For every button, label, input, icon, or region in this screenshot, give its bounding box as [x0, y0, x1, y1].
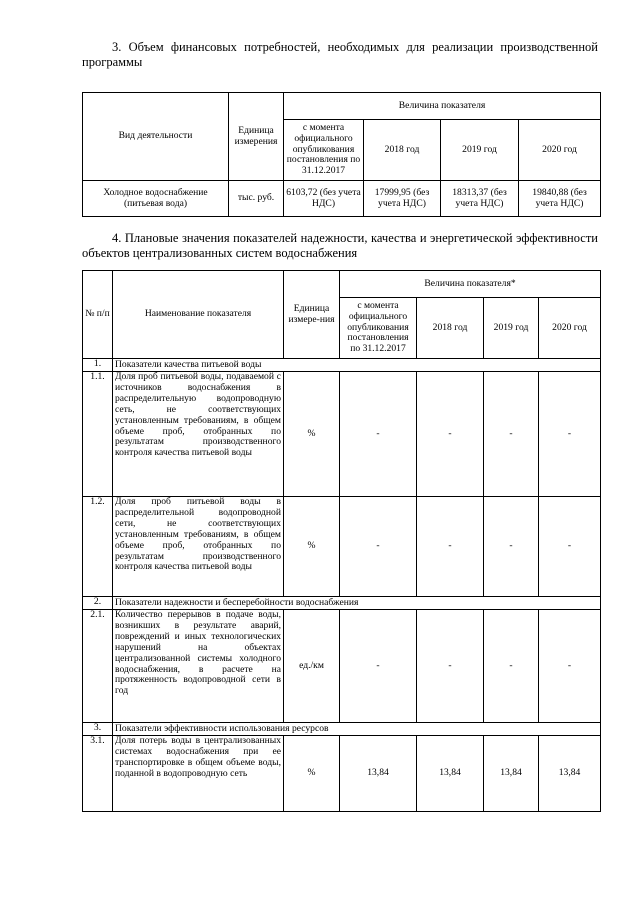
table-row [83, 181, 601, 217]
unit-cell: ед./км [284, 610, 340, 723]
value-2018-cell: - [417, 497, 484, 597]
value-2018-cell: - [417, 372, 484, 497]
col-2018-header: 2018 год [417, 298, 484, 359]
base-value-cell: - [340, 497, 417, 597]
value-2020-cell: - [539, 372, 601, 497]
row-number: 1.1. [83, 372, 113, 497]
col-base-header: с момента официального опубликования постановления по 31.12.2017 [340, 298, 417, 359]
section-3-heading-text: 3. Объем финансовых потребностей, необходимых для реализации производственной программы [82, 40, 598, 69]
table-group-row [83, 723, 601, 736]
section-3-heading [82, 40, 598, 70]
col-2019-header: 2019 год [484, 298, 539, 359]
value-2020-cell: 13,84 [539, 736, 601, 812]
value-2018-cell: - [417, 610, 484, 723]
base-value-cell: 13,84 [340, 736, 417, 812]
col-unit-header: Единица измере-ния [284, 271, 340, 359]
table-group-row [83, 597, 601, 610]
base-value-cell: 6103,72 (без учета НДС) [284, 181, 364, 217]
row-number: 2.1. [83, 610, 113, 723]
col-2019-header: 2019 год [441, 120, 519, 181]
value-2020-cell: - [539, 610, 601, 723]
indicator-name: Доля проб питьевой воды, подаваемой с источников водоснабжения в распределительную водопроводную сеть, не соответствующих установленным требованиям, в общем объеме проб, отобранных по результатам производственного контроля качества питьевой воды [113, 372, 284, 497]
value-2020-cell: 19840,88 (без учета НДС) [519, 181, 601, 217]
col-2020-header: 2020 год [519, 120, 601, 181]
group-title: Показатели эффективности использования ресурсов [113, 723, 601, 736]
row-number: 2. [83, 597, 113, 610]
col-unit-header: Единица измерения [229, 93, 284, 181]
table-row [83, 372, 601, 497]
value-2019-cell: 13,84 [484, 736, 539, 812]
value-2020-cell: - [539, 497, 601, 597]
row-number: 3.1. [83, 736, 113, 812]
unit-cell: % [284, 497, 340, 597]
base-value-cell: - [340, 610, 417, 723]
col-activity-header: Вид деятельности [83, 93, 229, 181]
indicator-name: Доля проб питьевой воды в распределительной водопроводной сети, не соответствующих установленным требованиям, в общем объеме проб, отобранных по результатам производственного контроля качества питьевой воды [113, 497, 284, 597]
col-no-header: № п/п [83, 271, 113, 359]
section-4-heading-text: 4. Плановые значения показателей надежности, качества и энергетической эффективности объектов централизованных систем водоснабжения [82, 231, 598, 260]
col-base-header: с момента официального опубликования постановления по 31.12.2017 [284, 120, 364, 181]
group-title: Показатели качества питьевой воды [113, 359, 601, 372]
col-value-header: Величина показателя* [340, 271, 601, 298]
value-2018-cell: 13,84 [417, 736, 484, 812]
value-2019-cell: 18313,37 (без учета НДС) [441, 181, 519, 217]
base-value-cell: - [340, 372, 417, 497]
value-2019-cell: - [484, 497, 539, 597]
col-name-header: Наименование показателя [113, 271, 284, 359]
table-row [83, 497, 601, 597]
value-2018-cell: 17999,95 (без учета НДС) [364, 181, 441, 217]
col-2018-header: 2018 год [364, 120, 441, 181]
indicator-name: Доля потерь воды в централизованных системах водоснабжения при ее транспортировке в общем объеме воды, поданной в водопроводную сеть [113, 736, 284, 812]
row-number: 1.2. [83, 497, 113, 597]
reliability-indicators-table [82, 270, 601, 812]
activity-cell: Холодное водоснабжение (питьевая вода) [83, 181, 229, 217]
unit-cell: % [284, 372, 340, 497]
unit-cell: тыс. руб. [229, 181, 284, 217]
row-number: 1. [83, 359, 113, 372]
section-4-heading [82, 231, 598, 261]
value-2019-cell: - [484, 372, 539, 497]
financial-needs-table [82, 92, 601, 217]
table-row [83, 610, 601, 723]
unit-cell: % [284, 736, 340, 812]
col-value-header: Величина показателя [284, 93, 601, 120]
group-title: Показатели надежности и бесперебойности водоснабжения [113, 597, 601, 610]
col-2020-header: 2020 год [539, 298, 601, 359]
indicator-name: Количество перерывов в подаче воды, возникших в результате аварий, повреждений и иных технологических нарушений на объектах централизованной системы холодного водоснабжения, в расчете на протяженность водопроводной сети в год [113, 610, 284, 723]
table-row [83, 736, 601, 812]
table-group-row [83, 359, 601, 372]
row-number: 3. [83, 723, 113, 736]
value-2019-cell: - [484, 610, 539, 723]
